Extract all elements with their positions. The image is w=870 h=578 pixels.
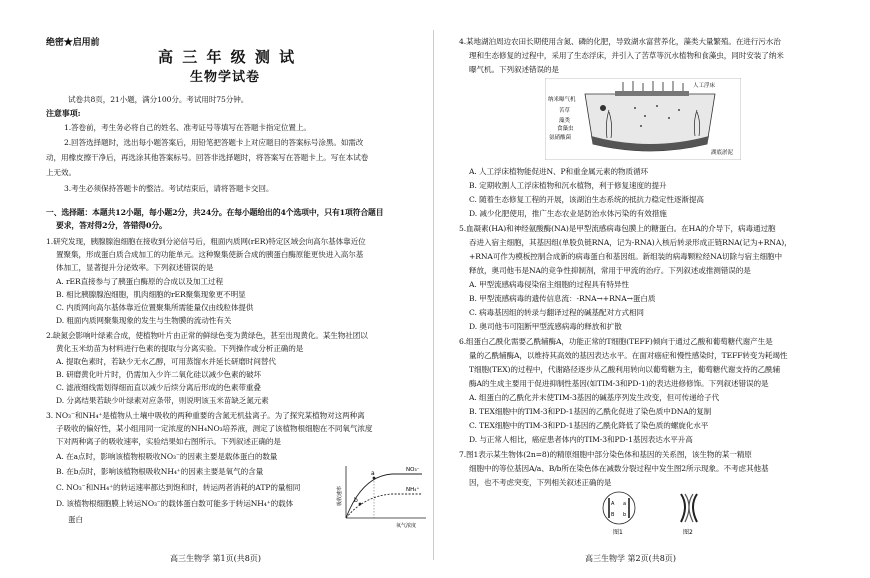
page-footer: 高三生物学 第1页(共8页) (170, 554, 261, 563)
question-stem: 7.图1表示某生物体(2n=8)的精原细胞中部分染色体和基因的关系图，该生物的某一精原 (459, 450, 752, 459)
question-stem: 子吸收的偏好性，某小组用同一定浓度的NH₄NO₃培养液，测定了该植物根细胞在不同氧气浓度 (56, 424, 373, 433)
exam-info: 试卷共8页，21小题，满分100分。考试用时75分钟。 (68, 95, 249, 104)
svg-text:a: a (623, 501, 627, 507)
figure-1-cell (595, 490, 645, 536)
point-b-label: b (354, 497, 358, 504)
option-b: B. 定期收割人工浮床植物和沉水植物，利于修复速度的提升 (469, 181, 667, 190)
option-c: C. 滤液细线需划得细而直以减少后续分离后形成的色素带重叠 (56, 383, 261, 392)
sludge-label: 湖底淤泥 (711, 150, 734, 156)
secret-label: 绝密★启用前 (46, 38, 100, 48)
question-stem: 3. NO₃⁻和NH₄⁺是植物从土壤中吸收的两种重要的含氮无机盐离子。为了探究某植物对这两种离 (46, 411, 365, 420)
option-a: A. 人工浮床植物能促进N、P和重金属元素的物质循环 (469, 167, 648, 176)
option-d: D. 分离结果若缺少叶绿素对应条带，则说明该玉米苗缺乏氮元素 (56, 396, 269, 405)
algae-eater-label: 食藻虫 (557, 126, 574, 132)
section-heading: 一、选择题：本题共12小题，每小题2分，共24分。在每小题给出的4个选项中，只有1项符合题目 (46, 208, 384, 217)
figure-2-label: 图2 (683, 529, 693, 536)
page-divider (433, 30, 434, 560)
note-line: 动，用橡皮擦干净后，再选涂其他答案标号。回答非选择题时，将答案写在答题卡上。写在本试卷 (46, 153, 369, 162)
option-a: A. rER直接参与了胰蛋白酶原的合成以及加工过程 (56, 277, 223, 286)
question-stem: +RNA可作为模板控制合成新的病毒蛋白和基因组。新组装的病毒颗粒经NA切除与宿主细胞中 (469, 252, 783, 261)
question-stem: 黄化玉米幼苗为材料进行色素的提取与分离实验。下列操作或分析正确的是 (56, 344, 304, 353)
point-b (359, 503, 362, 506)
question-stem: 因，也不考虑突变，下列相关叙述正确的是 (469, 478, 612, 487)
option-c: C. 病毒基因组的转录与翻译过程的碱基配对方式相同 (469, 308, 644, 317)
nitrate-curve (346, 474, 422, 518)
figure-2-chromosomes (665, 490, 715, 536)
note-line: 1.答卷前，考生务必将自己的姓名、准考证号等填写在答题卡指定位置上。 (64, 123, 311, 132)
svg-text:b: b (623, 512, 627, 518)
question-stem: 5.血凝素(HA)和神经氨酸酶(NA)是甲型流感病毒包膜上的糖蛋白。在HA的介导下，病毒通过胞 (459, 224, 776, 233)
section-heading-cont: 要求，答对得2分，答错得0分。 (56, 221, 167, 230)
option-b: B. 在b点时，影响该植物根吸收NH₄⁺的因素主要是氧气的含量 (56, 467, 264, 476)
subject-title: 生物学试卷 (190, 70, 261, 85)
floating-bed (615, 91, 689, 96)
option-b: B. 相比胰腺腺泡细胞，肌肉细胞的rER聚集现象更不明显 (56, 290, 246, 299)
x-axis-label: 氧气浓度 (396, 523, 417, 529)
option-d: D. 与正常人相比，癌症患者体内的TIM-3和PD-1基因表达水平升高 (469, 435, 693, 444)
question-stem: 2.缺氮会影响叶绿素合成，使植物叶片由正常的鲜绿色变为黄绿色，甚至出现黄化。某生物社团以 (46, 331, 368, 340)
question-stem: 6.组蛋白乙酰化需要乙酰辅酶A，功能正常的T细胞(TEFF)倾向于通过乙酸和葡萄糖代谢产生是 (459, 337, 773, 346)
svg-text:A: A (611, 501, 615, 507)
option-c: C. 随着生态修复工程的开展，该湖泊生态系统的抵抗力稳定性逐渐提高 (469, 195, 704, 204)
note-line: 上无效。 (46, 168, 76, 177)
notes-heading: 注意事项: (46, 108, 81, 118)
float-label: 人工浮床 (693, 83, 716, 89)
lake-restoration-figure (545, 78, 741, 160)
aerator-label: 纳米曝气机 (548, 97, 576, 103)
exam-title: 高 三 年 级 测 试 (158, 48, 297, 66)
page-2 (435, 0, 870, 578)
point-a-label: a (371, 470, 375, 477)
uptake-rate-chart (334, 462, 430, 530)
question-stem: 吞进入宿主细胞，其基因组(单股负链RNA，记为-RNA)入核后转录形成正链RNA(记为+RNA)， (469, 238, 792, 247)
option-d-cont: 蛋白 (68, 515, 83, 524)
question-stem: T细胞(TEX)的过程中，代谢路径逐步从乙酸利用转向以葡萄糖为主，葡萄糖代谢支持的乙酰辅 (469, 365, 781, 374)
question-stem: 下对两种离子的吸收速率，实验结果如右图所示。下列叙述正确的是 (56, 437, 281, 446)
option-d: D. 减少化肥使用，推广生态农业是防治水体污染的有效措施 (469, 209, 667, 218)
page-footer: 高三生物学 第2页(共8页) (585, 554, 676, 563)
option-c: C. 内质网向高尔基体靠近位置聚集所需能量仅由线粒体提供 (56, 303, 254, 312)
option-a: A. 提取色素时，若缺少无水乙醇，可用蒸馏水并延长研磨时间替代 (56, 357, 276, 366)
option-b: B. 研磨黄化叶片时，仍需加入少许二氧化硅以减少色素的破坏 (56, 370, 261, 379)
algae-label: 藻类 (559, 118, 571, 124)
option-b: B. 甲型流感病毒的遗传信息流：-RNA→+RNA→蛋白质 (469, 294, 656, 303)
aerator-device (600, 105, 606, 111)
question-stem: 4.某地湖泊周边农田长期使用含氮、磷的化肥，导致湖水富营养化，藻类大量繁殖。在进行污水治 (459, 37, 781, 46)
question-stem: 曝气机。下列叙述错误的是 (469, 65, 559, 74)
note-line: 3.考生必须保持答题卡的整洁。考试结束后，请将答题卡交回。 (64, 184, 274, 193)
option-d: D. 奥司他韦可阻断甲型流感病毒的释放和扩散 (469, 322, 622, 331)
option-d: D. 该植物根细胞膜上转运NO₃⁻的载体蛋白数可能多于转运NH₄⁺的载体 (56, 499, 294, 508)
question-stem: 酶A的生成主要用于促进抑制性基因(如TIM-3和PD-1)的表达进修修饰。下列叙述错误的是 (469, 379, 769, 388)
note-line: 2.回答选择题时，选出每小题答案后，用铅笔把答题卡上对应题目的答案标号涂黑。如需改 (64, 138, 364, 147)
microbe-label: 氨硝酸菌 (549, 135, 572, 141)
question-stem: 置聚集，形成蛋白质合成加工的功能单元。这种聚集使新合成的胰蛋白酶原能更快进入高尔基 (56, 250, 364, 259)
point-a (373, 477, 376, 480)
option-a: A. 组蛋白的乙酰化并未使TIM-3基因的碱基序列发生改变，但可传递给子代 (469, 393, 720, 402)
question-stem: 理和生态修复的过程中，采用了生态浮床，并引入了苦草等沉水植物和食藻虫，同时安装了纳米 (469, 51, 784, 60)
svg-text:B: B (611, 512, 615, 518)
option-c: C. NO₃⁻和NH₄⁺的转运速率都达到饱和时，转运两者消耗的ATP的量相同 (56, 483, 301, 492)
figure-1-label: 图1 (613, 529, 623, 536)
question-stem: 1.研究发现，胰腺腺泡细胞在接收到分泌信号后，粗面内质网(rER)特定区域会向高尔基体靠近位 (46, 237, 366, 246)
y-axis-label: 吸收速率 (337, 485, 343, 506)
option-c: C. TEX细胞中的TIM-3和PD-1基因的乙酰化降低了染色质的螺旋化水平 (469, 421, 709, 430)
eelgrass-label: 苦草 (559, 108, 571, 114)
question-stem: 量的乙酰辅酶A，以维持其高效的基因表达水平。在面对癌症和慢性感染时，TEFF转变为耗竭性 (469, 351, 788, 360)
option-a: A. 在a点时，影响该植物根吸收NO₃⁻的因素主要是载体蛋白的数量 (56, 452, 278, 461)
question-stem: 释放，奥司他韦是NA的竞争性抑制剂，常用于甲流的治疗。下列叙述或推测错误的是 (469, 266, 751, 275)
ammonium-label: NH₄⁺ (406, 487, 420, 493)
option-b: B. TEX细胞中的TIM-3和PD-1基因的乙酰化促进了染色质中DNA的复制 (469, 407, 712, 416)
option-a: A. 甲型流感病毒侵染宿主细胞的过程具有特异性 (469, 280, 629, 289)
question-stem: 细胞中的等位基因A/a、B/b所在染色体在减数分裂过程中发生图2所示现象。不考虑其他基 (469, 464, 769, 473)
nitrate-label: NO₃⁻ (406, 467, 420, 473)
question-stem: 体加工，显著提升分泌效率。下列叙述错误的是 (56, 263, 214, 272)
option-d: D. 粗面内质网聚集现象的发生与生物膜的流动性有关 (56, 316, 232, 325)
